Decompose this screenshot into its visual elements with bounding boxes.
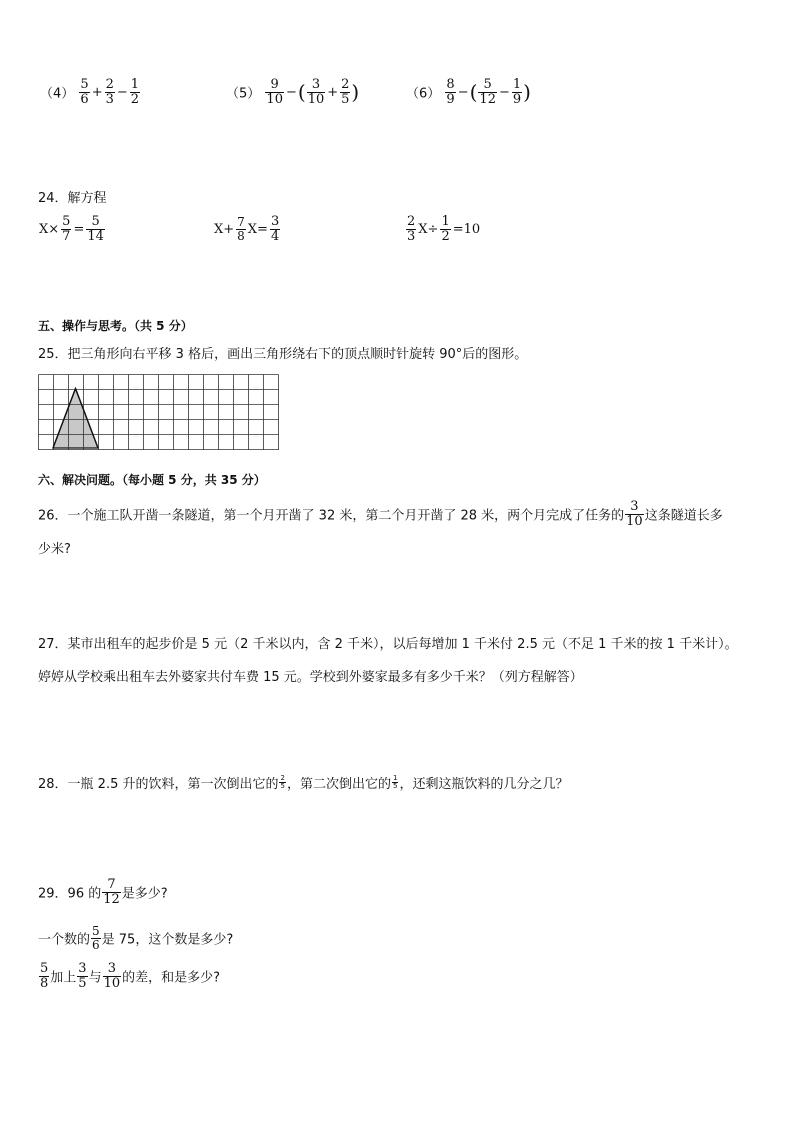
q27-line-2: 婷婷从学校乘出租车去外婆家共付车费 15 元。学校到外婆家最多有多少千米？（列方程解答） (38, 670, 583, 685)
q23-item-4: （4） $\frac{5}{6}$ + $\frac{2}{3}$ − $\frac{1}{2}$ (40, 77, 140, 107)
grid-figure (38, 374, 280, 454)
shaded-triangle (53, 389, 98, 449)
q29-line-1: 29．96 的 $\frac{7}{12}$ 是多少? (38, 877, 168, 907)
q29-line-3: $\frac{5}{8}$ 加上 $\frac{3}{5}$ 与 $\frac{3}{10}$ 的差，和是多少? (40, 961, 221, 991)
section-5-heading: 五、操作与思考。（共 5 分） (38, 319, 193, 333)
q28-text: 28．一瓶 2.5 升的饮料，第一次倒出它的 $\frac{2}{5}$ ，第二次倒出它的 $\frac{1}{5}$ ，还剩这瓶饮料的几分之几？ (38, 773, 569, 792)
q24-title: 24．解方程 (38, 191, 107, 206)
q25-text: 25．把三角形向右平移 3 格后，画出三角形绕右下的顶点顺时针旋转 90°后的图形。 (38, 347, 528, 362)
q27-line-1: 27．某市出租车的起步价是 5 元（2 千米以内，含 2 千米），以后每增加 1 千米付 2.5 元（不足 1 千米的按 1 千米计）。 (38, 637, 738, 652)
q23-item-6: （6） $\frac{8}{9}$ −( $\frac{5}{12}$ − $\frac{1}{9}$ ) (406, 77, 531, 107)
q24-equation-2: X+ $\frac{7}{8}$ X= $\frac{3}{4}$ (214, 214, 280, 244)
q29-line-2: 一个数的 $\frac{5}{6}$ 是 75，这个数是多少? (38, 924, 234, 952)
q24-equation-1: X× $\frac{5}{7}$ = $\frac{5}{14}$ (39, 214, 104, 244)
grid-svg (38, 374, 280, 450)
q26-line-2: 少米? (38, 542, 71, 557)
q23-item-5: （5） $\frac{9}{10}$ −( $\frac{3}{10}$ + $\frac{2}{5}$ ) (226, 77, 360, 107)
section-6-heading: 六、解决问题。（每小题 5 分，共 35 分） (38, 473, 266, 487)
q24-equation-3: $\frac{2}{3}$ X÷ $\frac{1}{2}$ =10 (407, 214, 481, 244)
q26-line-1: 26．一个施工队开凿一条隧道，第一个月开凿了 32 米，第二个月开凿了 28 米，两个月完成了任务的 $\frac{3}{10}$ 这条隧道长多 (38, 499, 723, 529)
